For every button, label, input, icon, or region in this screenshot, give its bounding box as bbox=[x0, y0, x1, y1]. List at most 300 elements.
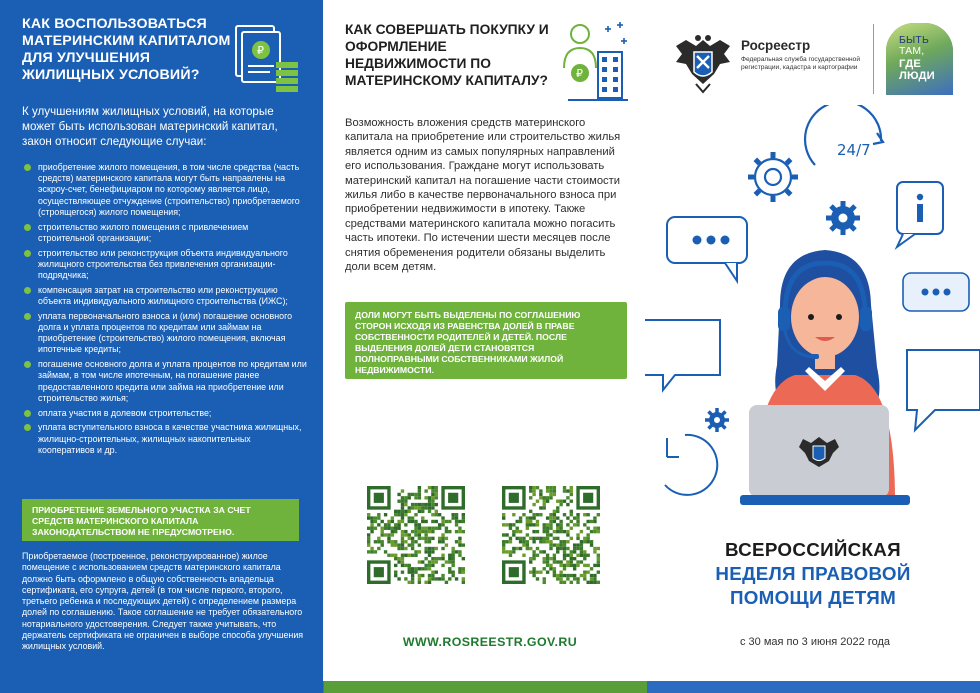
qr-module bbox=[539, 513, 542, 516]
qr-module bbox=[441, 540, 444, 543]
qr-module bbox=[532, 489, 535, 492]
qr-module bbox=[451, 557, 454, 560]
bottom-color-bar bbox=[0, 681, 980, 693]
qr-module bbox=[556, 547, 559, 550]
qr-module bbox=[522, 543, 525, 546]
qr-module bbox=[391, 516, 394, 519]
qr-module bbox=[374, 516, 377, 519]
qr-module bbox=[556, 537, 559, 540]
qr-module bbox=[580, 554, 583, 557]
qr-module bbox=[411, 577, 414, 580]
qr-module bbox=[532, 523, 535, 526]
qr-module bbox=[418, 496, 421, 499]
qr-module bbox=[401, 554, 404, 557]
qr-module bbox=[566, 554, 569, 557]
qr-module bbox=[526, 533, 529, 536]
qr-module bbox=[546, 557, 549, 560]
qr-module bbox=[377, 523, 380, 526]
qr-module bbox=[549, 567, 552, 570]
qr-module bbox=[414, 527, 417, 530]
land-plot-note: ПРИОБРЕТЕНИЕ ЗЕМЕЛЬНОГО УЧАСТКА ЗА СЧЕТ СРЕДСТВ МАТЕРИНСКОГО КАПИТАЛА ЗАКОНОДАТЕЛЬСТВОМ НЕ ПРЕДУСМОТРЕНО. bbox=[22, 499, 299, 541]
qr-module bbox=[590, 581, 593, 584]
qr-module bbox=[381, 530, 384, 533]
qr-module bbox=[529, 537, 532, 540]
qr-module bbox=[559, 520, 562, 523]
qr-module bbox=[543, 577, 546, 580]
qr-module bbox=[435, 493, 438, 496]
qr-module bbox=[549, 564, 552, 567]
laptop-icon bbox=[740, 405, 910, 505]
qr-module bbox=[411, 554, 414, 557]
qr-module bbox=[519, 520, 522, 523]
qr-module bbox=[404, 530, 407, 533]
qr-module bbox=[435, 527, 438, 530]
qr-module bbox=[553, 520, 556, 523]
qr-module bbox=[563, 547, 566, 550]
qr-module bbox=[580, 543, 583, 546]
qr-code-vk[interactable] bbox=[367, 486, 465, 584]
qr-module bbox=[505, 533, 508, 536]
qr-module bbox=[566, 564, 569, 567]
qr-module bbox=[455, 523, 458, 526]
qr-module bbox=[408, 510, 411, 513]
qr-module bbox=[387, 523, 390, 526]
qr-module bbox=[546, 523, 549, 526]
qr-module bbox=[576, 560, 579, 563]
qr-module bbox=[418, 493, 421, 496]
qr-module bbox=[559, 560, 562, 563]
qr-module bbox=[374, 550, 377, 553]
qr-module bbox=[404, 577, 407, 580]
qr-module bbox=[367, 513, 370, 516]
qr-module bbox=[546, 537, 549, 540]
qr-module bbox=[536, 537, 539, 540]
qr-module bbox=[559, 570, 562, 573]
bullet-icon bbox=[24, 410, 31, 417]
qr-module bbox=[424, 496, 427, 499]
speech-outline-left-icon bbox=[645, 320, 720, 390]
qr-module bbox=[556, 560, 559, 563]
qr-module bbox=[411, 574, 414, 577]
qr-module bbox=[590, 567, 593, 570]
qr-module bbox=[421, 530, 424, 533]
qr-module bbox=[428, 500, 431, 503]
qr-module bbox=[367, 533, 370, 536]
qr-module bbox=[381, 527, 384, 530]
bullet-icon bbox=[24, 224, 31, 231]
qr-module bbox=[505, 550, 508, 553]
qr-module bbox=[401, 564, 404, 567]
qr-module bbox=[570, 537, 573, 540]
qr-module bbox=[394, 510, 397, 513]
qr-module bbox=[401, 503, 404, 506]
qr-module bbox=[421, 520, 424, 523]
qr-module bbox=[519, 547, 522, 550]
qr-module bbox=[563, 550, 566, 553]
qr-module bbox=[505, 523, 508, 526]
qr-module bbox=[570, 581, 573, 584]
qr-module bbox=[411, 516, 414, 519]
qr-module bbox=[367, 537, 370, 540]
qr-module bbox=[553, 567, 556, 570]
qr-module bbox=[543, 557, 546, 560]
svg-text:₽: ₽ bbox=[576, 67, 583, 80]
qr-module bbox=[401, 516, 404, 519]
qr-module bbox=[448, 560, 451, 563]
qr-module bbox=[597, 570, 600, 573]
qr-module bbox=[532, 550, 535, 553]
qr-module bbox=[502, 543, 505, 546]
qr-module bbox=[367, 540, 370, 543]
qr-module bbox=[546, 527, 549, 530]
qr-module bbox=[566, 530, 569, 533]
event-dates: с 30 мая по 3 июня 2022 года bbox=[739, 636, 891, 648]
qr-module bbox=[597, 554, 600, 557]
qr-module bbox=[543, 496, 546, 499]
qr-module bbox=[391, 533, 394, 536]
qr-module bbox=[414, 513, 417, 516]
qr-module bbox=[455, 516, 458, 519]
qr-module bbox=[462, 516, 465, 519]
qr-module bbox=[546, 516, 549, 519]
qr-module bbox=[401, 489, 404, 492]
qr-module bbox=[559, 547, 562, 550]
qr-module bbox=[553, 560, 556, 563]
qr-module bbox=[532, 516, 535, 519]
qr-module bbox=[509, 527, 512, 530]
qr-module bbox=[509, 523, 512, 526]
qr-module bbox=[532, 540, 535, 543]
qr-module bbox=[462, 577, 465, 580]
qr-module bbox=[451, 547, 454, 550]
qr-module bbox=[553, 554, 556, 557]
qr-module bbox=[435, 489, 438, 492]
qr-module bbox=[397, 547, 400, 550]
qr-module bbox=[387, 540, 390, 543]
qr-module bbox=[377, 547, 380, 550]
qr-module bbox=[424, 489, 427, 492]
qr-module bbox=[593, 527, 596, 530]
qr-module bbox=[431, 537, 434, 540]
qr-module bbox=[428, 506, 431, 509]
qr-module bbox=[394, 557, 397, 560]
qr-module bbox=[397, 513, 400, 516]
qr-module bbox=[526, 540, 529, 543]
qr-module bbox=[566, 489, 569, 492]
qr-module bbox=[576, 513, 579, 516]
qr-module bbox=[377, 513, 380, 516]
qr-module bbox=[593, 574, 596, 577]
qr-module bbox=[458, 537, 461, 540]
qr-finder-center bbox=[509, 493, 519, 503]
qr-module bbox=[532, 570, 535, 573]
bullet-icon bbox=[24, 361, 31, 368]
qr-module bbox=[445, 530, 448, 533]
qr-module bbox=[401, 533, 404, 536]
qr-module bbox=[387, 554, 390, 557]
qr-module bbox=[553, 574, 556, 577]
qr-module bbox=[539, 496, 542, 499]
qr-module bbox=[411, 543, 414, 546]
qr-module bbox=[529, 520, 532, 523]
qr-module bbox=[553, 570, 556, 573]
qr-module bbox=[549, 489, 552, 492]
qr-module bbox=[536, 554, 539, 557]
qr-module bbox=[424, 503, 427, 506]
qr-module bbox=[536, 547, 539, 550]
qr-module bbox=[424, 506, 427, 509]
qr-module bbox=[431, 496, 434, 499]
qr-module bbox=[441, 577, 444, 580]
qr-module bbox=[418, 530, 421, 533]
qr-module bbox=[516, 537, 519, 540]
qr-module bbox=[563, 564, 566, 567]
qr-module bbox=[391, 520, 394, 523]
qr-module bbox=[408, 554, 411, 557]
speech-outline-icon bbox=[907, 350, 980, 430]
qr-module bbox=[566, 503, 569, 506]
qr-module bbox=[546, 560, 549, 563]
qr-module bbox=[526, 516, 529, 519]
qr-module bbox=[397, 560, 400, 563]
qr-module bbox=[397, 543, 400, 546]
qr-module bbox=[404, 500, 407, 503]
qr-module bbox=[543, 560, 546, 563]
qr-module bbox=[431, 503, 434, 506]
qr-module bbox=[411, 547, 414, 550]
qr-module bbox=[556, 530, 559, 533]
qr-module bbox=[408, 496, 411, 499]
qr-module bbox=[543, 530, 546, 533]
qr-module bbox=[377, 540, 380, 543]
qr-module bbox=[428, 550, 431, 553]
qr-module bbox=[408, 543, 411, 546]
qr-module bbox=[549, 493, 552, 496]
qr-module bbox=[539, 550, 542, 553]
qr-module bbox=[438, 577, 441, 580]
qr-module bbox=[421, 516, 424, 519]
qr-code-telegram[interactable] bbox=[502, 486, 600, 584]
qr-module bbox=[576, 520, 579, 523]
qr-module bbox=[570, 574, 573, 577]
qr-module bbox=[445, 581, 448, 584]
qr-module bbox=[536, 513, 539, 516]
qr-module bbox=[559, 577, 562, 580]
qr-module bbox=[556, 527, 559, 530]
qr-module bbox=[435, 513, 438, 516]
qr-module bbox=[438, 557, 441, 560]
qr-module bbox=[394, 570, 397, 573]
qr-module bbox=[593, 564, 596, 567]
qr-module bbox=[546, 540, 549, 543]
qr-module bbox=[438, 537, 441, 540]
qr-module bbox=[418, 527, 421, 530]
qr-module bbox=[401, 537, 404, 540]
qr-module bbox=[441, 523, 444, 526]
event-title-line: ПОМОЩИ ДЕТЯМ bbox=[729, 587, 897, 608]
list-item: строительство или реконструкция объекта индивидуального жилищного строительства без привлечения организации-подрядчика; bbox=[22, 248, 307, 282]
qr-module bbox=[502, 540, 505, 543]
qr-module bbox=[441, 547, 444, 550]
qr-module bbox=[543, 567, 546, 570]
qr-module bbox=[590, 530, 593, 533]
qr-module bbox=[536, 530, 539, 533]
qr-module bbox=[536, 486, 539, 489]
qr-module bbox=[404, 564, 407, 567]
left-list bbox=[22, 162, 307, 456]
qr-module bbox=[502, 516, 505, 519]
qr-module bbox=[391, 543, 394, 546]
qr-module bbox=[536, 523, 539, 526]
qr-module bbox=[441, 557, 444, 560]
qr-module bbox=[597, 530, 600, 533]
qr-module bbox=[438, 527, 441, 530]
qr-module bbox=[401, 513, 404, 516]
qr-module bbox=[421, 560, 424, 563]
chat-bubble-icon bbox=[667, 217, 747, 281]
qr-module bbox=[576, 554, 579, 557]
qr-module bbox=[462, 530, 465, 533]
middle-body-text: Возможность вложения средств материнского капитала на приобретение или строительство жилья является одним из самых популярных направлений его использования. Граждане могут использовать материнский капитал на погашение части стоимости жилья либо в качестве первоначального взноса при приобретении недвижимости в ипотеку. Также средствами материнского капитала можно погасить часть ипотеки. По истечении шести месяцев после снятия обременения родители обязаны выделить доли всем детям. bbox=[345, 117, 621, 274]
qr-module bbox=[546, 489, 549, 492]
qr-module bbox=[566, 533, 569, 536]
qr-module bbox=[367, 527, 370, 530]
qr-module bbox=[576, 533, 579, 536]
qr-module bbox=[431, 574, 434, 577]
qr-module bbox=[509, 540, 512, 543]
qr-module bbox=[546, 570, 549, 573]
qr-module bbox=[536, 500, 539, 503]
slogan-line: ГДЕ bbox=[899, 58, 922, 70]
qr-module bbox=[408, 533, 411, 536]
qr-module bbox=[414, 503, 417, 506]
qr-module bbox=[573, 523, 576, 526]
qr-finder-center bbox=[448, 493, 458, 503]
qr-module bbox=[418, 543, 421, 546]
qr-module bbox=[387, 527, 390, 530]
bullet-icon bbox=[24, 250, 31, 257]
event-title-line: НЕДЕЛЯ ПРАВОВОЙ bbox=[715, 563, 911, 584]
qr-module bbox=[387, 520, 390, 523]
qr-module bbox=[384, 550, 387, 553]
qr-module bbox=[583, 523, 586, 526]
qr-module bbox=[529, 557, 532, 560]
qr-module bbox=[559, 527, 562, 530]
qr-module bbox=[414, 567, 417, 570]
qr-module bbox=[549, 516, 552, 519]
qr-module bbox=[549, 513, 552, 516]
qr-module bbox=[570, 520, 573, 523]
qr-module bbox=[408, 564, 411, 567]
qr-module bbox=[451, 513, 454, 516]
qr-module bbox=[529, 560, 532, 563]
qr-module bbox=[539, 570, 542, 573]
qr-module bbox=[401, 496, 404, 499]
header-divider bbox=[873, 24, 874, 94]
qr-module bbox=[580, 540, 583, 543]
qr-module bbox=[512, 523, 515, 526]
qr-module bbox=[404, 503, 407, 506]
qr-module bbox=[553, 486, 556, 489]
qr-module bbox=[543, 527, 546, 530]
qr-module bbox=[529, 516, 532, 519]
website-link[interactable]: WWW.ROSREESTR.GOV.RU bbox=[402, 635, 578, 649]
qr-module bbox=[431, 506, 434, 509]
qr-module bbox=[424, 581, 427, 584]
qr-module bbox=[516, 527, 519, 530]
qr-module bbox=[431, 550, 434, 553]
qr-module bbox=[458, 550, 461, 553]
qr-module bbox=[543, 523, 546, 526]
qr-module bbox=[526, 520, 529, 523]
qr-module bbox=[570, 564, 573, 567]
qr-module bbox=[586, 527, 589, 530]
qr-module bbox=[445, 527, 448, 530]
qr-module bbox=[563, 554, 566, 557]
clock-24-7-icon bbox=[805, 105, 883, 165]
qr-module bbox=[546, 554, 549, 557]
qr-module bbox=[546, 533, 549, 536]
qr-module bbox=[529, 486, 532, 489]
qr-module bbox=[563, 581, 566, 584]
qr-module bbox=[549, 533, 552, 536]
qr-module bbox=[597, 547, 600, 550]
qr-module bbox=[424, 540, 427, 543]
qr-module bbox=[539, 493, 542, 496]
qr-module bbox=[404, 513, 407, 516]
qr-module bbox=[553, 510, 556, 513]
qr-module bbox=[367, 543, 370, 546]
qr-module bbox=[370, 523, 373, 526]
qr-module bbox=[451, 550, 454, 553]
qr-module bbox=[586, 513, 589, 516]
qr-module bbox=[411, 567, 414, 570]
qr-module bbox=[556, 523, 559, 526]
qr-module bbox=[431, 520, 434, 523]
qr-module bbox=[502, 547, 505, 550]
qr-module bbox=[451, 570, 454, 573]
qr-module bbox=[424, 533, 427, 536]
qr-module bbox=[401, 560, 404, 563]
qr-module bbox=[414, 550, 417, 553]
qr-module bbox=[549, 496, 552, 499]
qr-module bbox=[418, 560, 421, 563]
qr-module bbox=[529, 547, 532, 550]
qr-module bbox=[543, 503, 546, 506]
qr-module bbox=[394, 527, 397, 530]
qr-module bbox=[526, 523, 529, 526]
qr-module bbox=[593, 581, 596, 584]
qr-module bbox=[570, 510, 573, 513]
qr-module bbox=[431, 564, 434, 567]
qr-module bbox=[573, 516, 576, 519]
qr-module bbox=[526, 527, 529, 530]
qr-module bbox=[573, 550, 576, 553]
qr-module bbox=[549, 543, 552, 546]
qr-module bbox=[549, 547, 552, 550]
middle-title: КАК СОВЕРШАТЬ ПОКУПКУ И ОФОРМЛЕНИЕ НЕДВИЖИМОСТИ ПО МАТЕРИНСКОМУ КАПИТАЛУ? bbox=[345, 22, 549, 88]
qr-module bbox=[458, 570, 461, 573]
qr-module bbox=[381, 543, 384, 546]
qr-module bbox=[532, 530, 535, 533]
qr-module bbox=[445, 537, 448, 540]
qr-module bbox=[458, 543, 461, 546]
qr-module bbox=[522, 537, 525, 540]
qr-module bbox=[411, 570, 414, 573]
qr-module bbox=[553, 530, 556, 533]
qr-module bbox=[451, 564, 454, 567]
qr-module bbox=[428, 537, 431, 540]
